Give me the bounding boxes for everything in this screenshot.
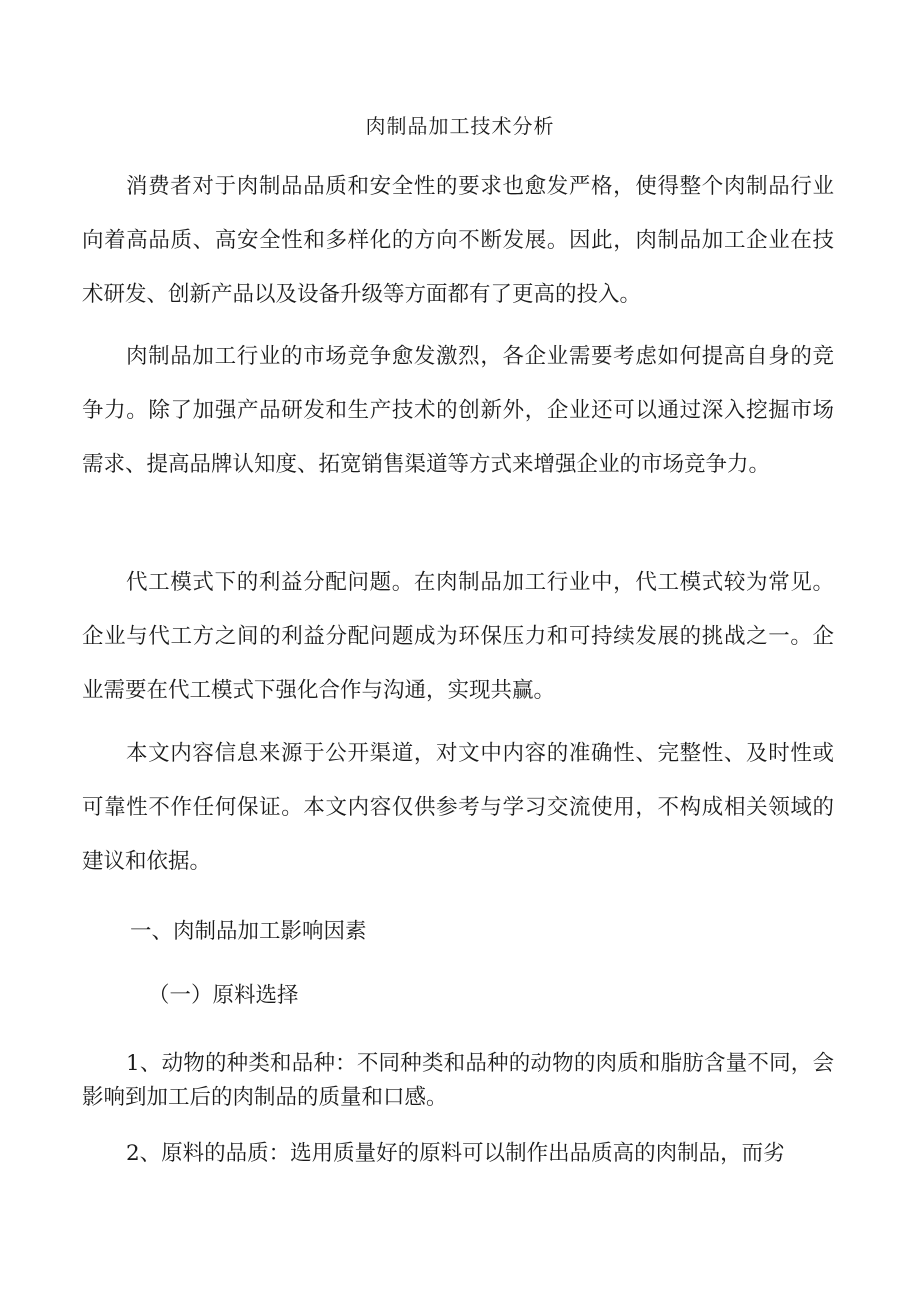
paragraph-oem: 代工模式下的利益分配问题。在肉制品加工行业中，代工模式较为常见。企业与代工方之间的利益分配问题成为环保压力和可持续发展的挑战之一。企业需要在代工模式下强化合作与沟通，实现共赢。 — [82, 570, 834, 703]
paragraph-competition: 肉制品加工行业的市场竞争愈发激烈，各企业需要考虑如何提高自身的竞争力。除了加强产品研发和生产技术的创新外，企业还可以通过深入挖掘市场需求、提高品牌认知度、拓宽销售渠道等方式来增强企业的市场竞争力。 — [82, 344, 834, 477]
paragraph-disclaimer: 本文内容信息来源于公开渠道，对文中内容的准确性、完整性、及时性或可靠性不作任何保证。本文内容仅供参考与学习交流使用，不构成相关领域的建议和依据。 — [82, 741, 834, 874]
section-heading: 一、肉制品加工影响因素 — [130, 919, 367, 944]
list-item: 1、动物的种类和品种：不同种类和品种的动物的肉质和脂肪含量不同，会影响到加工后的肉制品的质量和口感。 — [82, 1051, 834, 1110]
list-item: 2、原料的品质：选用质量好的原料可以制作出品质高的肉制品，而劣 — [126, 1141, 785, 1166]
document-title: 肉制品加工技术分析 — [365, 114, 555, 138]
paragraph-intro: 消费者对于肉制品品质和安全性的要求也愈发严格，使得整个肉制品行业向着高品质、高安全性和多样化的方向不断发展。因此，肉制品加工企业在技术研发、创新产品以及设备升级等方面都有了更高的投入。 — [82, 174, 834, 307]
subsection-heading: （一）原料选择 — [148, 983, 299, 1008]
